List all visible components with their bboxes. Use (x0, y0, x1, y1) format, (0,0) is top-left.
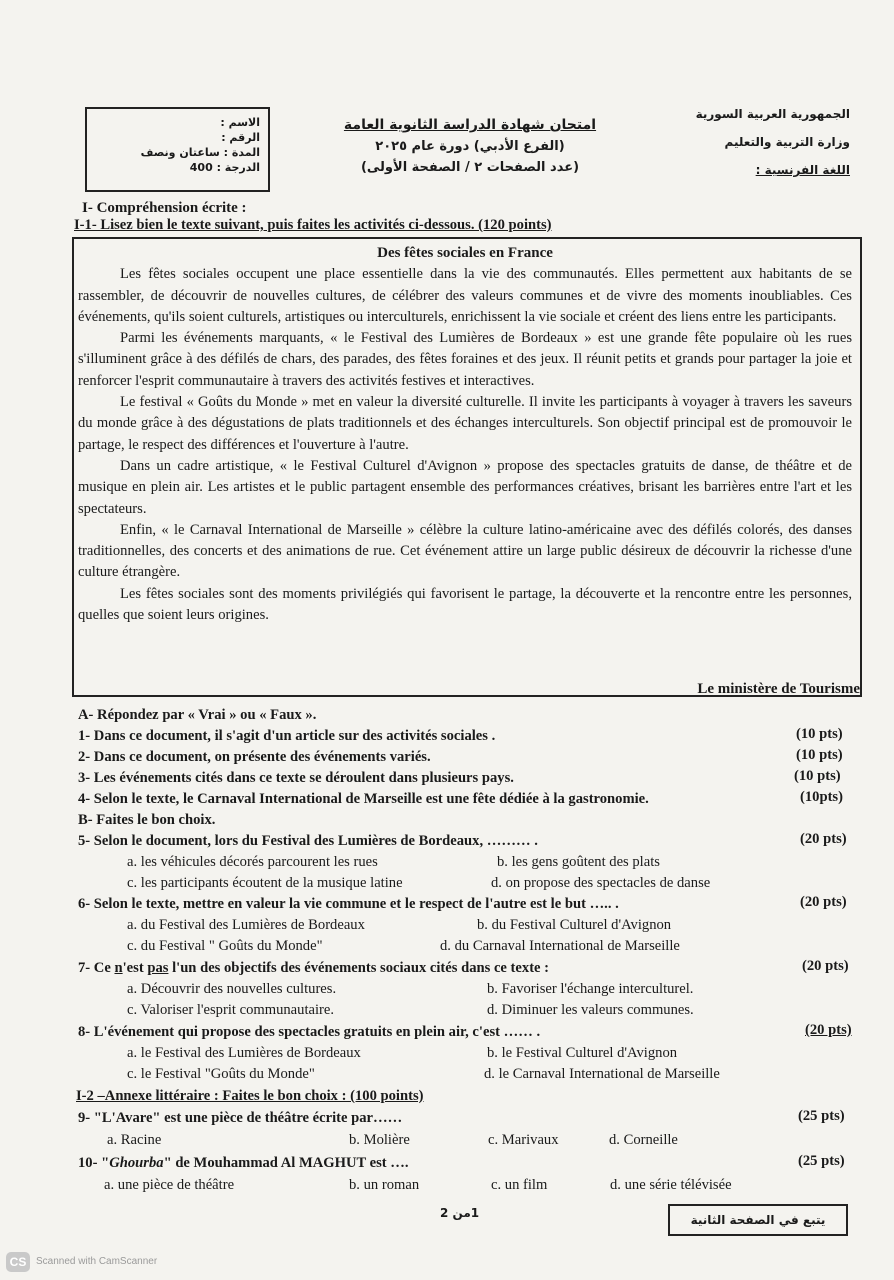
q6-option-d[interactable]: d. du Carnaval International de Marseille (440, 938, 680, 954)
q6-option-c[interactable]: c. du Festival " Goûts du Monde" (127, 938, 323, 954)
subject-label: اللغة الفرنسية : (755, 163, 850, 177)
question-4: 4- Selon le texte, le Carnaval International de Marseille est une fête dédiée à la gastronomie. (78, 791, 649, 807)
question-2: 2- Dans ce document, on présente des événements variés. (78, 749, 431, 765)
q8-option-a[interactable]: a. le Festival des Lumières de Bordeaux (127, 1045, 361, 1061)
q10-title: Ghourba (109, 1155, 164, 1171)
section-instructions: I-1- Lisez bien le texte suivant, puis faites les activités ci-dessous. (120 points) (74, 217, 552, 233)
q5-option-d[interactable]: d. on propose des spectacles de danse (491, 875, 711, 891)
scanner-watermark: Scanned with CamScanner (36, 1256, 158, 1267)
question-9: 9- "L'Avare" est une pièce de théâtre écrite par…… (78, 1110, 403, 1126)
paragraph-3: Le festival « Goûts du Monde » met en valeur la diversité culturelle. Il invite les participants à voyager à travers les saveurs du monde grâce à des dégustations de plats traditionnels et des échanges interculturels. Son objectif principal est de promouvoir le partage, le respect des différences et l'ouverture à l'autre. (78, 394, 852, 453)
question-8-points: (20 pts) (805, 1022, 852, 1038)
question-6: 6- Selon le texte, mettre en valeur la vie commune et le respect de l'autre est le but ….. . (78, 896, 619, 912)
name-label: الاسم : (220, 116, 260, 129)
question-3: 3- Les événements cités dans ce texte se déroulent dans plusieurs pays. (78, 770, 514, 786)
annex-section-title: I-2 –Annexe littéraire : Faites le bon choix : (100 points) (76, 1088, 424, 1104)
q6-option-b[interactable]: b. du Festival Culturel d'Avignon (477, 917, 672, 933)
exam-title: امتحان شهادة الدراسة الثانوية العامة (343, 117, 597, 133)
camscanner-logo-icon: CS (6, 1252, 30, 1272)
page-number: 1من 2 (440, 1206, 480, 1220)
q7-option-d[interactable]: d. Diminuer les valeurs communes. (487, 1002, 694, 1018)
student-info-box (85, 107, 270, 192)
question-8: 8- L'événement qui propose des spectacles gratuits en plein air, c'est …… . (78, 1024, 541, 1040)
q8-option-c[interactable]: c. le Festival "Goûts du Monde" (127, 1066, 315, 1082)
republic-label: الجمهورية العربية السورية (695, 107, 850, 121)
q10-option-d[interactable]: d. une série télévisée (610, 1177, 732, 1193)
q5-option-b[interactable]: b. les gens goûtent des plats (497, 854, 660, 870)
question-9-points: (25 pts) (798, 1108, 845, 1124)
duration-label: المدة : ساعتان ونصف (140, 146, 260, 159)
paragraph-6: Les fêtes sociales sont des moments privilégiés qui favorisent le partage, la découverte et la rencontre entre les personnes, quelles que soient leurs origines. (78, 585, 852, 624)
q7-option-b[interactable]: b. Favoriser l'échange interculturel. (487, 981, 694, 997)
ministry-block (650, 100, 850, 184)
q8-option-b[interactable]: b. le Festival Culturel d'Avignon (487, 1045, 678, 1061)
q9-option-a[interactable]: a. Racine (107, 1132, 162, 1148)
continue-box: يتبع في الصفحة الثانية (668, 1204, 848, 1236)
question-10-points: (25 pts) (798, 1153, 845, 1169)
text-source: Le ministère de Tourisme (697, 681, 860, 697)
q10-num: 10- " (78, 1155, 110, 1171)
question-1: 1- Dans ce document, il s'agit d'un article sur des activités sociales . (78, 728, 496, 744)
paragraph-4: Dans un cadre artistique, « le Festival Culturel d'Avignon » propose des spectacles gratuits de danse, de théâtre et de musique en plein air. Les artistes et le public partagent ensemble des performances créatives, brisant les barrières entre l'art et les spectateurs. (78, 457, 852, 517)
question-1-points: (10 pts) (796, 726, 843, 742)
exam-pages: (عدد الصفحات ٢ / الصفحة الأولى) (360, 160, 580, 175)
question-4-points: (10pts) (800, 789, 843, 805)
question-10 (78, 1153, 409, 1174)
q5-option-a[interactable]: a. les véhicules décorés parcourent les rues (127, 854, 378, 870)
reading-text-box (72, 237, 862, 697)
q8-option-d[interactable]: d. le Carnaval International de Marseille (484, 1066, 720, 1082)
q7-option-a[interactable]: a. Découvrir des nouvelles cultures. (127, 981, 337, 997)
question-7-points: (20 pts) (802, 958, 849, 974)
paragraph-5: Enfin, « le Carnaval International de Marseille » célèbre la culture latino-américaine avec des défilés colorés, des danses traditionnelles, des concerts et des animations de rue. Cet événement attire un large public désireux de découvrir la richesse d'une culture étrangère. (78, 521, 852, 581)
question-3-points: (10 pts) (794, 768, 841, 784)
question-5: 5- Selon le document, lors du Festival des Lumières de Bordeaux, ……… . (78, 833, 538, 849)
q7-pas: pas (147, 960, 169, 976)
q10-option-b[interactable]: b. un roman (349, 1177, 420, 1193)
q9-option-d[interactable]: d. Corneille (609, 1132, 678, 1148)
section-title: I- Compréhension écrite : (82, 200, 247, 216)
exam-branch: (الفرع الأدبي) دورة عام ٢٠٢٥ (375, 139, 565, 154)
paragraph-2: Parmi les événements marquants, « le Festival des Lumières de Bordeaux » est une grande fête populaire où les rues s'illuminent grâce à des défilés de chars, des parades, des fêtes foraines et des jeux. Il réunit petits et grands pour partager la joie et renforcer l'esprit communautaire à travers des activités festives et interactives. (78, 330, 852, 389)
exam-title-block (315, 115, 625, 178)
q9-option-b[interactable]: b. Molière (349, 1132, 410, 1148)
q9-option-c[interactable]: c. Marivaux (488, 1132, 559, 1148)
q7-option-c[interactable]: c. Valoriser l'esprit communautaire. (127, 1002, 335, 1018)
question-5-points: (20 pts) (800, 831, 847, 847)
grade-label: الدرجة : 400 (189, 161, 260, 174)
part-a-title: A- Répondez par « Vrai » ou « Faux ». (78, 707, 317, 723)
q5-option-c[interactable]: c. les participants écoutent de la musique latine (127, 875, 403, 891)
part-b-title: B- Faites le bon choix. (78, 812, 216, 828)
question-6-points: (20 pts) (800, 894, 847, 910)
paragraph-1: Les fêtes sociales occupent une place essentielle dans la vie des communautés. Elles permettent aux habitants de se rassembler, de découvrir de nouvelles cultures, de célébrer des valeurs communes et de vivre des moments inoubliables. Ces événements, qu'ils soient culturels, artistiques ou interculturels, enrichissent la vie sociale et créent des liens entre les participants. (78, 266, 852, 325)
question-2-points: (10 pts) (796, 747, 843, 763)
q10-option-c[interactable]: c. un film (491, 1177, 548, 1193)
q7-n: n (114, 960, 123, 976)
q10-rest: " de Mouhammad Al MAGHUT est …. (163, 1155, 409, 1171)
q7-text-pre: 7- Ce (78, 960, 115, 976)
question-7 (78, 958, 549, 979)
q7-text-mid: 'est (122, 960, 148, 976)
text-title: Des fêtes sociales en France (377, 245, 553, 261)
number-label: الرقم : (221, 131, 260, 144)
q10-option-a[interactable]: a. une pièce de théâtre (104, 1177, 235, 1193)
ministry-label: وزارة التربية والتعليم (724, 135, 850, 149)
q6-option-a[interactable]: a. du Festival des Lumières de Bordeaux (127, 917, 365, 933)
q7-text-post: l'un des objectifs des événements sociaux cités dans ce texte : (168, 960, 550, 976)
